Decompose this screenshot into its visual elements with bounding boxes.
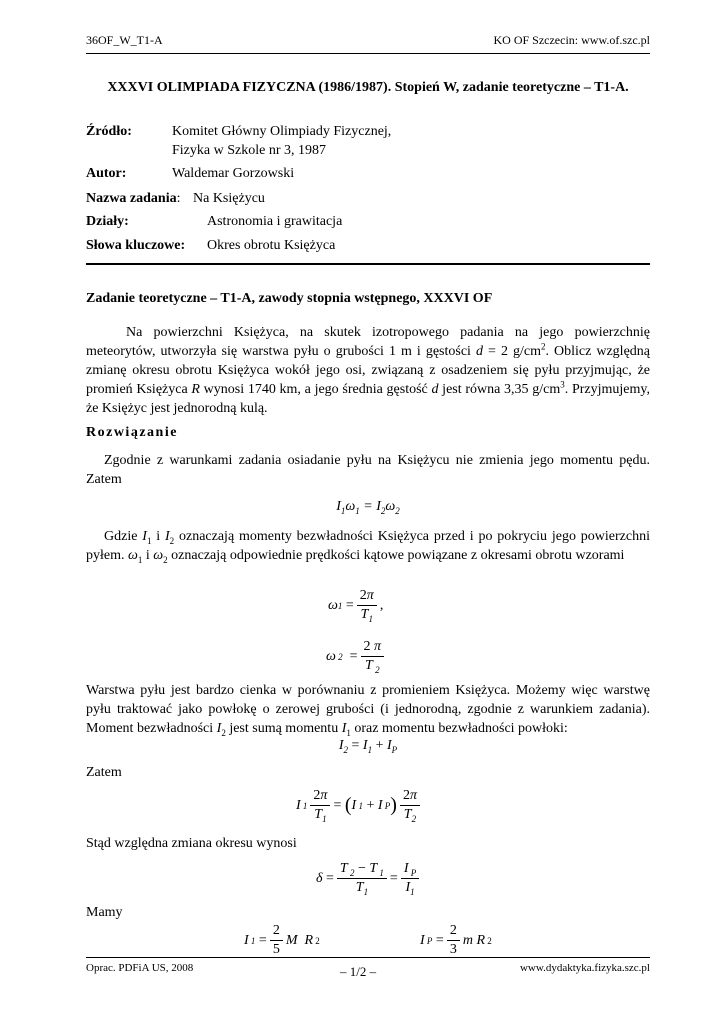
sol-text-b: i (151, 529, 165, 544)
footer-right: www.dydaktyka.fizyka.szc.pl (519, 962, 650, 974)
meta-rule (86, 263, 650, 265)
solution-heading: Rozwiązanie (86, 425, 178, 440)
var-d2: d (431, 382, 439, 397)
solution-paragraph-2: Gdzie $I_1$ i $I_2$ oznaczają momenty bezwładności Księżyca przed i po pokryciu jego powierzchni pyłem. $\omega_1$ i $\omega_2$ oznaczają odpowiednie prędkości kątowe powiązane z okresami obrotu wzorami (86, 529, 650, 565)
sol-text-f: Warstwa pyłu jest bardzo cienka w porównaniu z promieniem Księżyca. Możemy więc warstwę pyłu traktować jako powłokę o zerowej grubości (i jednorodną, zgodnie z warunkiem zadania). Moment bezwładności (86, 683, 650, 736)
solution-paragraph-3: Warstwa pyłu jest bardzo cienka w porównaniu z promieniem Księżyca. Możemy więc warstwę pyłu traktować jako powłokę o zerowej grubości (i jednorodną, zgodnie z warunkiem zadania). Moment bezwładności $I_2$ jest sumą momentu $I_1$ oraz momentu bezwładności powłoki: (86, 683, 650, 738)
sol-text-d: i (142, 548, 154, 563)
equation-delta: δ = $\frac{T _2 - T _1}{T_1}$ = $\frac{I _P}{I_1}$ (316, 860, 422, 897)
sol-text-a: Gdzie (104, 529, 143, 544)
solution-paragraph-1: Zgodnie z warunkami zadania osiadanie pyłu na Księżycu nie zmienia jego momentu pędu. Zatem (86, 453, 650, 487)
task-text-5: jest równa 3,35 g/cm (438, 382, 561, 397)
task-text-2: = 2 g/cm (482, 344, 541, 359)
task-text-6: . Przyjmujemy, że Księżyc jest jednorodną kulą. (86, 382, 650, 416)
task-name-label: Nazwa zadania (86, 191, 177, 206)
task-name-colon: : (176, 191, 181, 206)
equation-I2: $I_2 = I_1 + I_P$ (338, 738, 398, 755)
task-name-label-wrap (86, 191, 181, 207)
sections-label: Działy: (86, 214, 129, 229)
author-label: Autor: (86, 166, 127, 181)
document-title: XXXVI OLIMPIADA FIZYCZNA (1986/1987). Stopień W, zadanie teoretyczne – T1-A. (107, 80, 629, 95)
footer-rule (86, 957, 650, 958)
header-left: 36OF_W_T1-A (86, 33, 163, 47)
equation-omega1: ω 1 = $\frac{2\pi}{T_1}$ , (328, 588, 384, 624)
var-d: d (475, 344, 483, 359)
sol-text-c: oznaczają momenty bezwładności Księżyca przed i po pokryciu jego powierzchni pyłem. (86, 529, 650, 563)
zatem-label: Zatem (86, 765, 122, 780)
exp-2: 2 (540, 341, 546, 352)
sections-value: Astronomia i grawitacja (207, 214, 343, 229)
source-label: Źródło: (86, 124, 132, 139)
source-line2: Fizyka w Szkole nr 3, 1987 (172, 143, 326, 158)
source-line1: Komitet Główny Olimpiady Fizycznej, (172, 124, 392, 139)
stad-label: Stąd względna zmiana okresu wynosi (86, 836, 297, 851)
exp-3: 3 (560, 379, 565, 390)
sol-text-h: oraz momentu bezwładności powłoki: (350, 721, 568, 736)
task-text-3: . Oblicz względną zmianę okresu obrotu Księżyca wokół jego osi, związaną z osadzeniem się pyłu przyjmując, że promień Księżyca (86, 344, 650, 397)
keywords-label: Słowa kluczowe: (86, 238, 186, 253)
header-rule (86, 53, 650, 54)
footer-left: Oprac. PDFiA US, 2008 (86, 962, 194, 974)
task-text-4: wynosi 1740 km, a jego średnia gęstość (199, 382, 432, 397)
author-value: Waldemar Gorzowski (172, 166, 295, 181)
task-paragraph (86, 323, 650, 418)
sol-text-g: jest sumą momentu (225, 721, 342, 736)
keywords-value: Okres obrotu Księżyca (207, 238, 336, 253)
equation-momentum-substituted: I 1 $\frac{2\pi}{T_1}$ = ( I 1 + I P ) $\frac{2\pi}{T_2}$ (296, 787, 423, 824)
task-text-1: Na powierzchni Księżyca, na skutek izotropowego padania na jego powierzchnię meteorytów, utworzyła się warstwa pyłu o grubości 1 m i gęstości (86, 325, 650, 359)
task-name-value: Na Księżycu (193, 191, 265, 206)
task-heading: Zadanie teoretyczne – T1-A, zawody stopnia wstępnego, XXXVI OF (86, 291, 493, 306)
equation-angular-momentum: $I_1\omega_1 = I_2\omega_2$ (336, 499, 400, 516)
header-right: KO OF Szczecin: www.of.szc.pl (493, 33, 650, 47)
page-number: – 1/2 – (340, 964, 377, 979)
sol-text-e: oznaczają odpowiednie prędkości kątowe powiązane z okresami obrotu wzorami (167, 548, 625, 563)
equation-IP-shell: I P = $\frac{2}{3}$ m R 2 (420, 923, 492, 957)
var-R: R (191, 382, 200, 397)
equation-I1-sphere: I 1 = $\frac{2}{5}$ M R 2 (244, 923, 320, 957)
mamy-label: Mamy (86, 905, 123, 920)
equation-omega2: ω 2 = $\frac{2 \pi}{T _2}$ (326, 638, 387, 675)
